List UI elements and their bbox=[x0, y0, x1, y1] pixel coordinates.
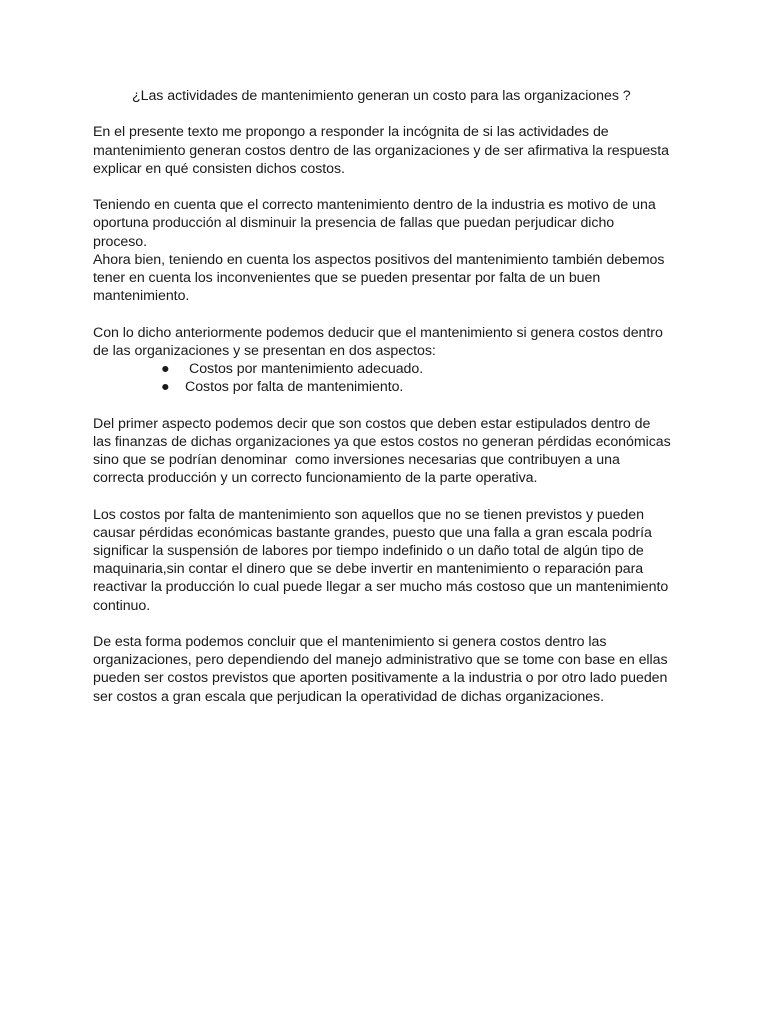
paragraph-gap bbox=[93, 305, 683, 323]
text-line: pueden ser costos previstos que aporten positivamente a la industria o por otro lado pueden bbox=[93, 670, 668, 687]
text-line: Con lo dicho anteriormente podemos deducir que el mantenimiento si genera costos dentro bbox=[93, 324, 663, 341]
text-line: reactivar la producción lo cual puede llegar a ser mucho más costoso que un mantenimiento bbox=[93, 579, 669, 596]
paragraph-second-aspect bbox=[93, 506, 683, 615]
paragraph-deduction bbox=[93, 324, 683, 360]
paragraph-gap bbox=[93, 178, 683, 196]
list-item bbox=[93, 360, 683, 378]
bullet-icon: ● bbox=[161, 361, 170, 377]
text-line: las finanzas de dichas organizaciones ya que estos costos no generan pérdidas económicas bbox=[93, 433, 671, 450]
text-line: de las organizaciones y se presentan en dos aspectos: bbox=[93, 342, 436, 359]
document-title: ¿Las actividades de mantenimiento generan un costo para las organizaciones ? bbox=[132, 88, 631, 104]
text-line: mantenimiento. bbox=[93, 288, 190, 305]
text-line: proceso. bbox=[93, 233, 148, 250]
text-line: ser costos a gran escala que perjudican la operatividad de dichas organizaciones. bbox=[93, 688, 604, 705]
paragraph-gap bbox=[93, 105, 683, 123]
text-line: causar pérdidas económicas bastante grandes, puesto que una falla a gran escala podría bbox=[93, 524, 652, 541]
text-line: Teniendo en cuenta que el correcto mantenimiento dentro de la industria es motivo de una bbox=[93, 197, 656, 214]
paragraph-gap bbox=[93, 615, 683, 633]
bullet-list bbox=[93, 360, 683, 396]
paragraph-gap bbox=[93, 396, 683, 414]
paragraph-context bbox=[93, 196, 683, 305]
bullet-icon: ● bbox=[161, 379, 170, 396]
text-line: Del primer aspecto podemos decir que son costos que deben estar estipulados dentro de bbox=[93, 415, 651, 432]
text-line: En el presente texto me propongo a responder la incógnita de si las actividades de bbox=[93, 124, 609, 141]
text-line: Los costos por falta de mantenimiento son aquellos que no se tienen previstos y pueden bbox=[93, 506, 644, 523]
bullet-text: Costos por falta de mantenimiento. bbox=[185, 379, 404, 396]
document-page bbox=[93, 87, 683, 706]
text-line: correcta producción y un correcto funcionamiento de la parte operativa. bbox=[93, 470, 538, 487]
bullet-text: Costos por mantenimiento adecuado. bbox=[189, 361, 424, 377]
text-line: oportuna producción al disminuir la presencia de fallas que puedan perjudicar dicho bbox=[93, 215, 615, 232]
paragraph-introduction bbox=[93, 123, 683, 178]
text-line: continuo. bbox=[93, 597, 151, 614]
text-line: tener en cuenta los inconvenientes que se pueden presentar por falta de un buen bbox=[93, 270, 601, 286]
paragraph-gap bbox=[93, 487, 683, 505]
paragraph-conclusion bbox=[93, 633, 683, 706]
list-item bbox=[93, 378, 683, 396]
text-line: maquinaria,sin contar el dinero que se debe invertir en mantenimiento o reparación para bbox=[93, 561, 644, 578]
paragraph-first-aspect bbox=[93, 415, 683, 488]
text-line: significar la suspensión de labores por tiempo indefinido o un daño total de algún tipo de bbox=[93, 543, 644, 559]
text-line: mantenimiento generan costos dentro de las organizaciones y de ser afirmativa la respuesta bbox=[93, 142, 669, 159]
text-line: sino que se podrían denominar como inversiones necesarias que contribuyen a una bbox=[93, 452, 620, 468]
text-line: De esta forma podemos concluir que el mantenimiento si genera costos dentro las bbox=[93, 634, 607, 650]
text-line: organizaciones, pero dependiendo del manejo administrativo que se tome con base en ellas bbox=[93, 652, 668, 669]
text-line: explicar en qué consisten dichos costos. bbox=[93, 160, 345, 177]
text-line: Ahora bien, teniendo en cuenta los aspectos positivos del mantenimiento también debemos bbox=[93, 251, 665, 268]
